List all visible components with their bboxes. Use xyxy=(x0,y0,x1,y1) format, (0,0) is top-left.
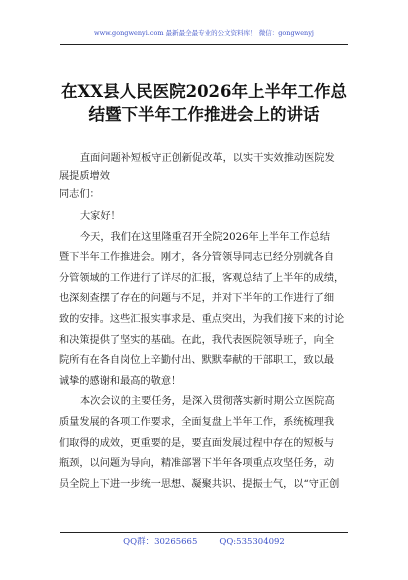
footer-qq: QQ:535304092 xyxy=(219,537,285,547)
salutation: 同志们： xyxy=(59,189,100,200)
body-line: 和决策提供了坚实的基础。在此，我代表医院领导班子，向全 xyxy=(59,334,335,346)
page-footer xyxy=(0,536,408,548)
body-line: 质量发展的各项工作要求，全面复盘上半年工作，系统梳理我 xyxy=(59,416,335,428)
title-line-2: 结暨下半年工作推进会上的讲话 xyxy=(88,105,320,124)
body-line: 院所有在各自岗位上辛勤付出、默默奉献的干部职工，致以最 xyxy=(59,355,335,367)
body-line: 致的安排。这些汇报实事求是、重点突出，为我们接下来的讨论 xyxy=(59,313,345,325)
body-line: 暨下半年工作推进会。刚才，各分管领导同志已经分别就各自 xyxy=(59,252,335,264)
body-line: 本次会议的主要任务，是深入贯彻落实新时期公立医院高 xyxy=(80,396,335,408)
document-body xyxy=(59,207,359,495)
body-line: 瓶颈，以问题为导向，精准部署下半年各项重点攻坚任务，动 xyxy=(59,458,335,470)
body-line: 也深刻查摆了存在的问题与不足，并对下半年的工作进行了细 xyxy=(59,293,335,305)
body-line: 员全院上下进一步统一思想、凝聚共识、提振士气，以“守正创 xyxy=(59,478,340,490)
header-divider xyxy=(60,44,348,45)
header-text: www.gongwenyi.com 最新最全最专业的公文资料库！ 微信：gongwenyj xyxy=(94,29,314,37)
body-line: 分管领域的工作进行了详尽的汇报，客观总结了上半年的成绩， xyxy=(59,272,345,284)
page-header xyxy=(0,29,408,38)
body-line: 们取得的成效，更重要的是，要直面发展过程中存在的短板与 xyxy=(59,437,335,449)
subtitle-line-1: 直面问题补短板守正创新促改革，以实干实效推动医院发 xyxy=(80,153,335,164)
title-line-1: 在XX县人民医院2026年上半年工作总 xyxy=(60,82,348,101)
body-line: 大家好！ xyxy=(80,211,121,222)
body-line: 今天，我们在这里隆重召开全院2026年上半年工作总结 xyxy=(80,231,331,243)
body-line: 诚挚的感谢和最高的敬意！ xyxy=(59,375,182,387)
footer-qq-group: QQ群：30265665 xyxy=(123,537,198,547)
footer-divider xyxy=(60,532,348,533)
subtitle-line-2: 展提质增效 xyxy=(59,171,110,182)
document-subtitle xyxy=(59,150,359,186)
document-title xyxy=(52,80,356,126)
